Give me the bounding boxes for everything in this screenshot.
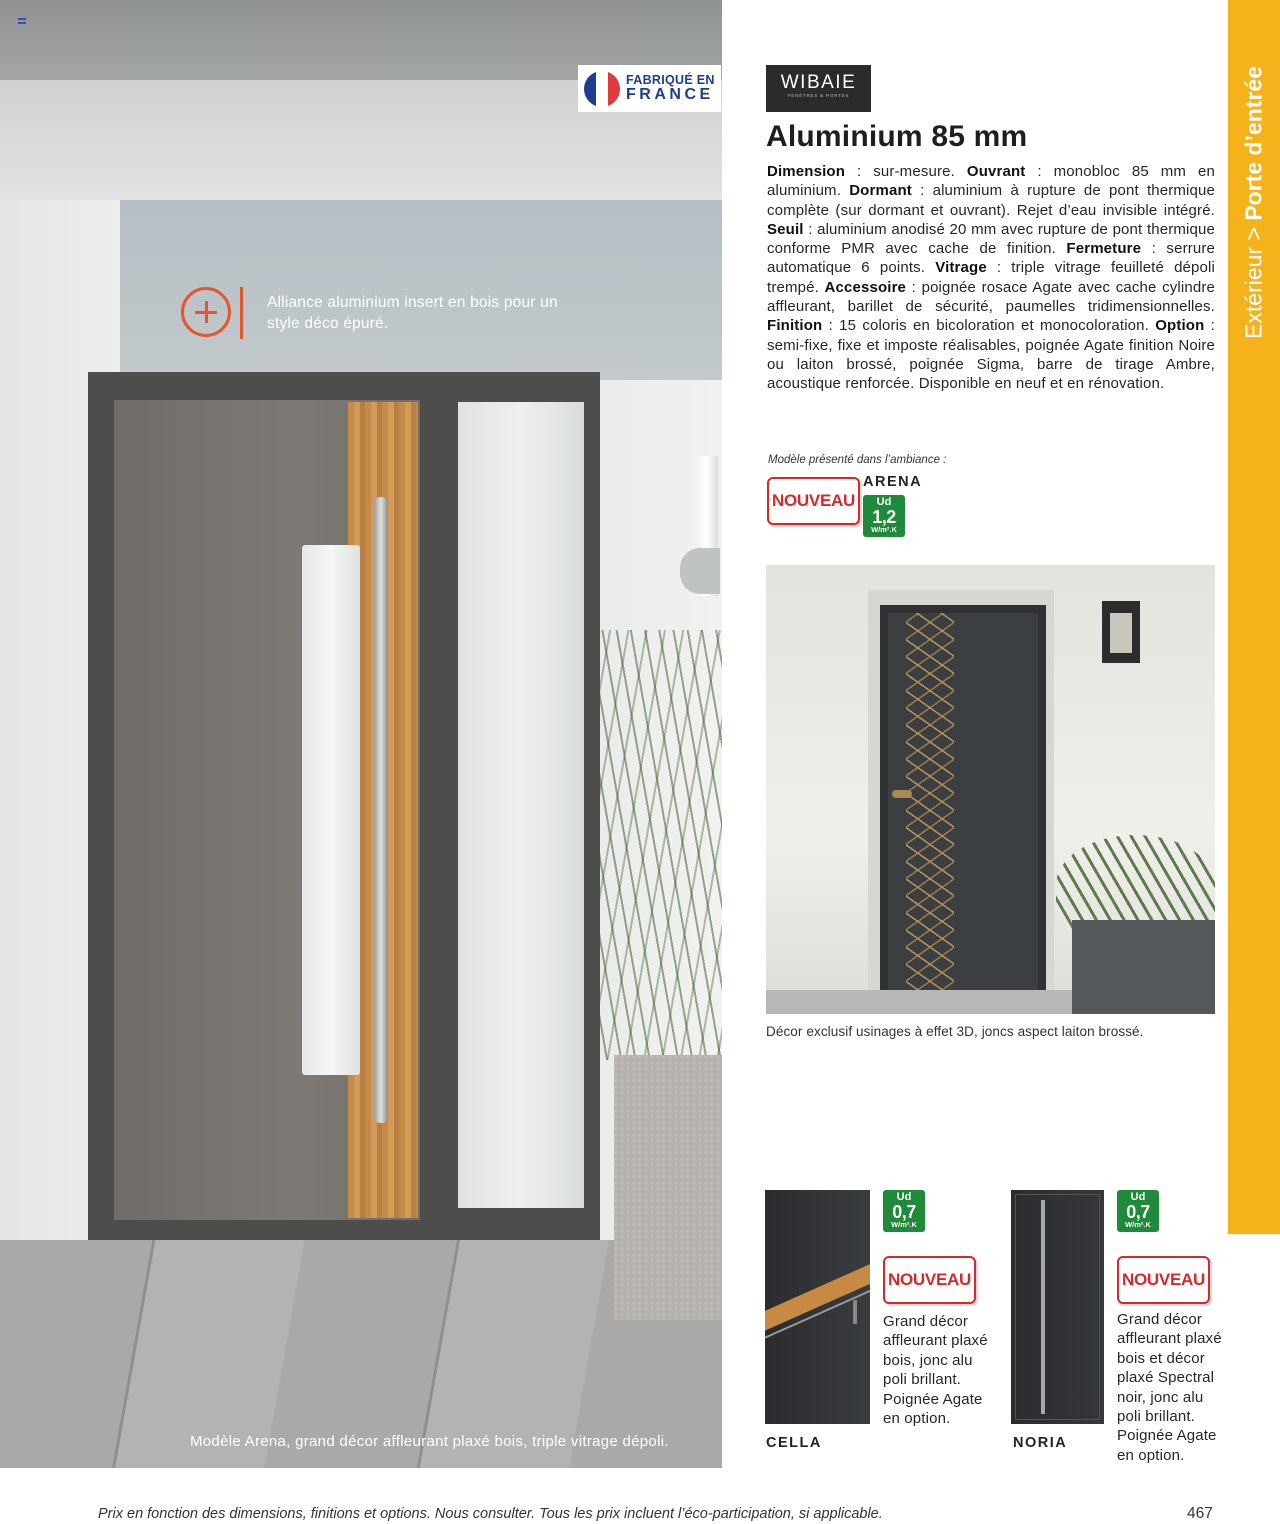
ornamental-grass (600, 630, 722, 1060)
spec-text: : triple vitrage feuilleté dépoli trempé. (767, 259, 1216, 296)
product-title: Aluminium 85 mm (766, 120, 1028, 153)
french-flag-icon (584, 71, 620, 107)
description-line: Grand décor (883, 1313, 969, 1330)
side-light-glass (458, 402, 584, 1208)
description-line: noir, jonc alu (1117, 1388, 1204, 1406)
spec-label: Fermeture (1066, 240, 1142, 258)
alu-joint (1041, 1200, 1045, 1414)
product-description (767, 162, 1215, 394)
hero-caption: Modèle Arena, grand décor affleurant plaxé bois, triple vitrage dépoli. (190, 1433, 669, 1450)
ud-unit: W/m².K (871, 525, 897, 534)
tab-category: Porte d’entrée (1240, 66, 1267, 221)
spec-label: Seuil (767, 220, 804, 238)
wall-lamp-head (680, 548, 720, 594)
ud-rating-badge (863, 495, 905, 537)
lantern-icon (1102, 601, 1140, 663)
ud-value: 0,7 (1126, 1202, 1150, 1222)
spec-label: Accessoire (824, 278, 907, 296)
hero-callout: Alliance aluminium insert en bois pour un style déco épuré. (267, 294, 558, 332)
description-line: en option. (1117, 1446, 1185, 1464)
noria-description (1117, 1310, 1237, 1465)
menu-mark-icon (18, 18, 26, 24)
noria-door-image (1011, 1190, 1104, 1424)
footer-note: Prix en fonction des dimensions, finitions et options. Nous consulter. Tous les prix incluent l’éco-participation, si applicable. (98, 1506, 883, 1522)
ud-value: 1,2 (872, 507, 896, 527)
description-line: poli brillant. (883, 1371, 961, 1389)
ud-rating-badge (883, 1190, 925, 1232)
cella-name: CELLA (766, 1435, 822, 1451)
brand-name: WIBAIE (780, 72, 857, 93)
featured-model-name: ARENA (863, 474, 923, 490)
spec-text: : monobloc 85 mm en aluminium. (767, 163, 1216, 200)
flag-blue (584, 71, 596, 107)
ud-label: Ud (896, 1191, 912, 1203)
description-line: affleurant plaxé (1117, 1330, 1222, 1348)
badge-line1: FABRIQUÉ EN (626, 73, 715, 88)
page-number: 467 (1187, 1505, 1213, 1522)
section-tab-label (1228, 0, 1280, 375)
spec-label: Option (1155, 317, 1205, 335)
description-line: poli brillant. (1117, 1408, 1195, 1426)
description-line: Poignée Agate (883, 1390, 983, 1408)
description-line: bois, jonc alu (883, 1351, 973, 1369)
arena-door-photo (766, 565, 1215, 1014)
door-pull-handle (374, 497, 388, 1123)
spec-label: Dormant (849, 182, 912, 200)
ud-rating-badge (1117, 1190, 1159, 1232)
plus-icon (181, 287, 231, 337)
door-3d-decor (906, 613, 954, 991)
ud-value: 0,7 (892, 1202, 916, 1222)
ud-label: Ud (1130, 1191, 1146, 1203)
spec-text: : poignée rosace Agate avec cache cylindre affleurant, barillet de sécurité, paumelles tridimensionnelles. (767, 278, 1215, 316)
spec-text: : 15 coloris en bicoloration et monocoloration. (822, 317, 1156, 335)
nouveau-badge: NOUVEAU (767, 477, 860, 525)
spec-label: Ouvrant (966, 163, 1026, 180)
brand-logo (766, 65, 871, 112)
spec-label: Finition (767, 317, 823, 335)
door-handle (853, 1300, 857, 1324)
description-line: bois et décor (1117, 1349, 1205, 1367)
featured-model-label: Modèle présenté dans l’ambiance : (768, 454, 947, 466)
spec-text: : sur-mesure. (845, 163, 967, 180)
made-in-france-text (626, 74, 715, 103)
ud-label: Ud (876, 496, 892, 508)
callout-divider (240, 287, 243, 339)
noria-name: NORIA (1013, 1435, 1068, 1451)
tab-section: Extérieur (1240, 246, 1267, 339)
cella-description (883, 1312, 1013, 1428)
nouveau-badge: NOUVEAU (1117, 1256, 1210, 1304)
ud-unit: W/m².K (1125, 1220, 1151, 1229)
description-line: Grand décor (1117, 1311, 1203, 1328)
door-handle (892, 790, 912, 798)
door-frame (1015, 1194, 1100, 1420)
spec-text: : aluminium anodisé 20 mm avec rupture de pont thermique conforme PMR avec cache de finition. (767, 220, 1215, 258)
flag-red (608, 71, 620, 107)
made-in-france-badge (578, 65, 721, 112)
brand-tagline: FENÊTRES & PORTES (787, 93, 850, 98)
spec-label: Dimension (767, 163, 846, 180)
spec-label: Vitrage (935, 259, 987, 277)
nouveau-badge: NOUVEAU (883, 1256, 976, 1304)
spec-text: : serrure automatique 6 points. (767, 240, 1215, 277)
description-line: Poignée Agate (1117, 1427, 1217, 1445)
glass-strip (302, 545, 360, 1075)
ud-unit: W/m².K (891, 1220, 917, 1229)
description-line: en option. (883, 1410, 951, 1428)
spec-text: : semi-fixe, fixe et imposte réalisables, poignée Agate finition Noire ou laiton brossé, poignée Sigma, barre de tirage Ambre, acoustique renforcée. Disponible en neuf et en rénovation. (767, 317, 1215, 393)
badge-line2: FRANCE (626, 85, 714, 103)
description-line: affleurant plaxé (883, 1332, 988, 1350)
flag-white (596, 71, 608, 107)
tab-separator: > (1240, 220, 1267, 247)
featured-caption: Décor exclusif usinages à effet 3D, joncs aspect laiton brossé. (766, 1024, 1144, 1039)
cella-door-image (765, 1190, 870, 1424)
description-line: plaxé Spectral (1117, 1369, 1215, 1387)
spec-text: : aluminium à rupture de pont thermique complète (sur dormant et ouvrant). Rejet d’eau invisible intégré. (767, 182, 1216, 219)
planter (614, 1055, 722, 1320)
plant-pot (1072, 920, 1215, 1014)
